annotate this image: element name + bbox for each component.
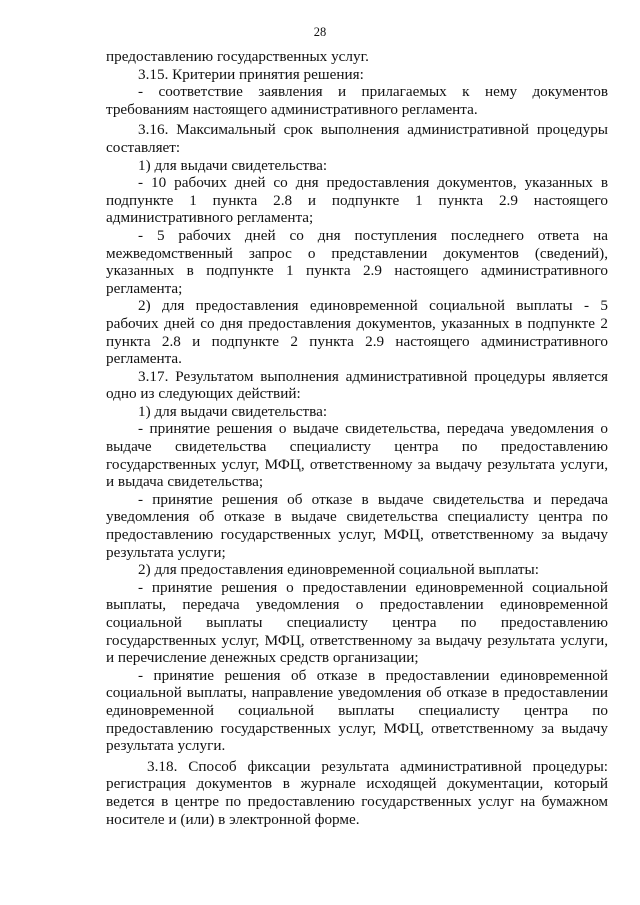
text-line: - 10 рабочих дней со дня предоставления документов, указанных в bbox=[138, 174, 608, 192]
text-line: социальной выплаты специалисту центра по предоставлению bbox=[106, 614, 608, 631]
text-line: предоставлению государственных услуг, МФЦ, ответственному за выдачу bbox=[106, 526, 608, 544]
text-line: межведомственный запрос о представлении документов (сведений), bbox=[106, 244, 608, 262]
list-item: 2) для предоставления единовременной социальной выплаты - 5 bbox=[138, 297, 608, 315]
text-line: регламента. bbox=[106, 350, 182, 368]
list-item: 2) для предоставления единовременной социальной выплаты: bbox=[138, 561, 539, 579]
list-item: 1) для выдачи свидетельства: bbox=[138, 156, 328, 174]
text-line: государственных услуг, МФЦ, ответственному за выдачу результата услуги, bbox=[106, 455, 608, 473]
text-line: указанных в подпункте 1 пункта 2.9 настоящего административного bbox=[106, 262, 608, 280]
text-line: - соответствие заявления и прилагаемых к нему документов bbox=[138, 83, 608, 101]
text-line: - 5 рабочих дней со дня поступления последнего ответа на bbox=[138, 226, 608, 244]
text-line: - принятие решения о предоставлении единовременной социальной bbox=[138, 578, 608, 596]
text-line: рабочих дней со дня предоставления документов, указанных в подпункте 2 bbox=[106, 314, 608, 332]
text-line: - принятие решения об отказе в предоставлении единовременной bbox=[138, 666, 608, 684]
list-item: 1) для выдачи свидетельства: bbox=[138, 402, 328, 420]
text-line: пункта 2.8 и подпункте 2 пункта 2.9 настоящего административного bbox=[106, 332, 608, 350]
text-line: и выдача свидетельства; bbox=[106, 473, 264, 491]
text-line: составляет: bbox=[106, 138, 181, 156]
section-heading: 3.18. Способ фиксации результата административной процедуры: bbox=[147, 757, 608, 775]
text-line: одно из следующих действий: bbox=[106, 385, 301, 403]
text-line: государственных услуг, МФЦ, ответственному за выдачу результата услуги, bbox=[106, 631, 608, 649]
text-line: подпункте 1 пункта 2.8 и подпункте 1 пункта 2.9 настоящего bbox=[106, 191, 608, 209]
text-line: - принятие решения о выдаче свидетельства, передача уведомления о bbox=[138, 420, 608, 438]
text-line: результата услуги; bbox=[106, 543, 226, 561]
text-line: и перечисление денежных средств организации; bbox=[106, 649, 419, 667]
document-body bbox=[106, 48, 608, 828]
text-line: выплаты, передача уведомления о предоставлении единовременной bbox=[106, 596, 608, 614]
text-line: предоставлению государственных услуг. bbox=[106, 48, 369, 65]
text-line: регистрация документов в журнале исходящей документации, который bbox=[106, 775, 608, 793]
text-line: результата услуги. bbox=[106, 737, 226, 755]
text-line: социальной выплаты, направление уведомления об отказе в предоставлении bbox=[106, 684, 608, 702]
text-line: выдаче свидетельства специалисту центра по предоставлению bbox=[106, 438, 608, 456]
page-number: 28 bbox=[313, 25, 327, 39]
section-heading: 3.15. Критерии принятия решения: bbox=[138, 65, 364, 83]
section-heading: 3.16. Максимальный срок выполнения административной процедуры bbox=[138, 121, 608, 139]
text-line: предоставлению государственных услуг, МФЦ, ответственному за выдачу bbox=[106, 719, 608, 737]
section-heading: 3.17. Результатом выполнения административной процедуры является bbox=[138, 367, 608, 385]
text-line: уведомления об отказе в выдаче свидетельства специалисту центра по bbox=[106, 508, 608, 526]
text-line: - принятие решения об отказе в выдаче свидетельства и передача bbox=[138, 490, 608, 508]
text-line: носителе и (или) в электронной форме. bbox=[106, 810, 360, 828]
text-line: административного регламента; bbox=[106, 209, 314, 227]
text-line: требованиям настоящего административного регламента. bbox=[106, 100, 478, 118]
text-line: единовременной социальной выплаты специалисту центра по bbox=[106, 701, 608, 719]
text-line: ведется в центре по предоставлению государственных услуг на бумажном bbox=[106, 792, 608, 810]
text-line: регламента; bbox=[106, 279, 183, 297]
